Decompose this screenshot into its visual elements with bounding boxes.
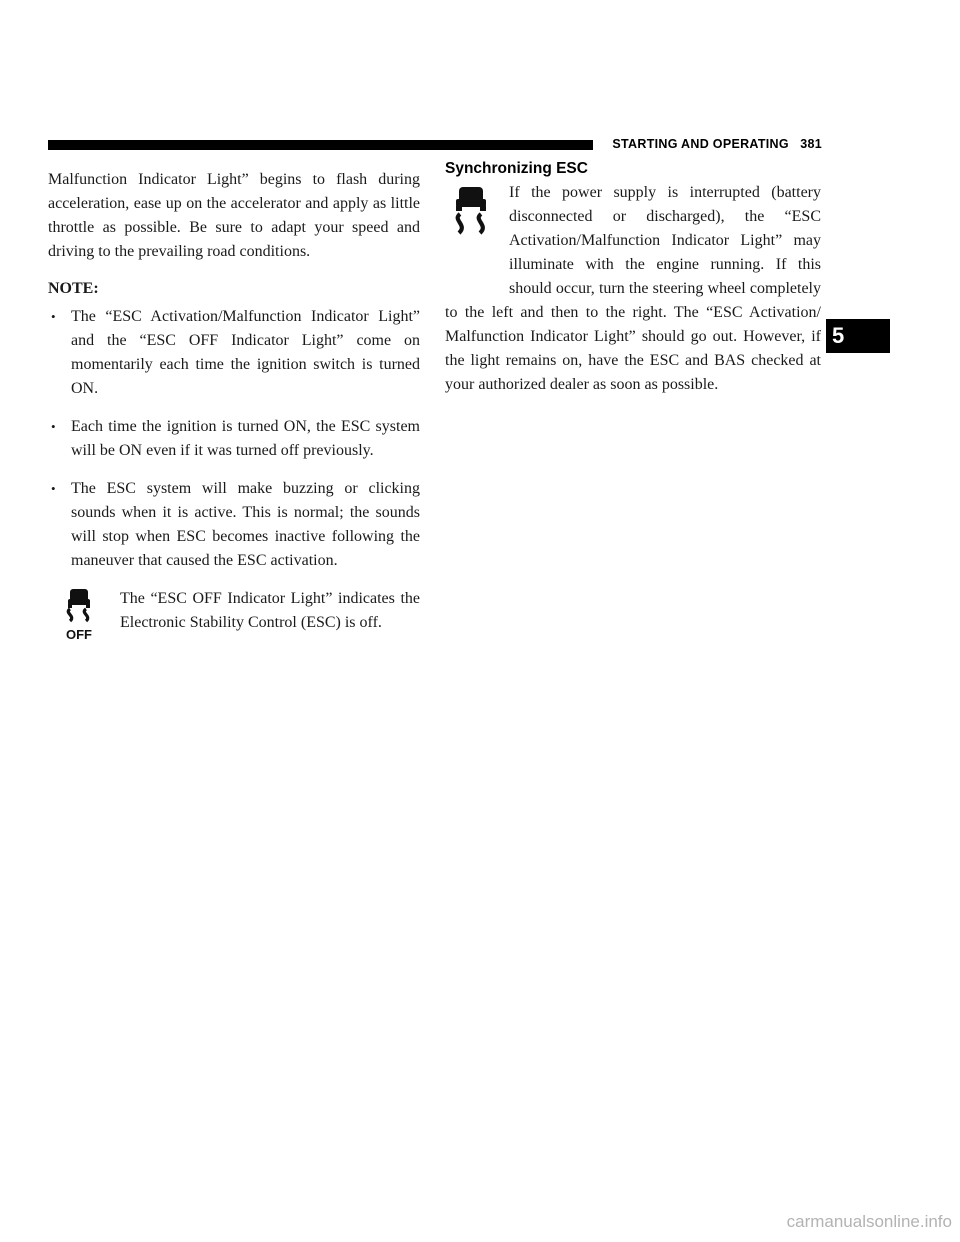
bullet-text: The “ESC Activation/Malfunction Indicator Light” and the “ESC OFF Indicator Light” come on momentarily each time the ignition switch is turned ON. — [71, 308, 420, 397]
bullet-glyph: • — [51, 419, 56, 434]
header-title: STARTING AND OPERATING — [612, 137, 789, 151]
running-header — [600, 137, 822, 151]
esc-off-icon-graphic — [48, 587, 108, 651]
esc-activation-icon — [445, 181, 509, 281]
bullet-glyph: • — [51, 481, 56, 496]
bullet-text: Each time the ignition is turned ON, the ESC system will be ON even if it was turned off previously. — [71, 418, 420, 459]
header-rule — [48, 140, 593, 150]
list-item — [48, 305, 420, 401]
esc-off-icon — [48, 587, 120, 651]
section-heading: Synchronizing ESC — [445, 160, 588, 177]
chapter-tab: 5 — [826, 319, 890, 353]
esc-off-section — [48, 587, 420, 642]
note-label: NOTE: — [48, 280, 99, 297]
right-column — [445, 158, 821, 397]
bullet-text: The ESC system will make buzzing or clicking sounds when it is active. This is normal; the sounds will stop when ESC becomes inactive following the maneuver that caused the ESC activation. — [71, 480, 420, 569]
watermark-text: carmanualsonline.info — [786, 1212, 952, 1231]
page-number: 381 — [800, 137, 822, 151]
esc-activation-icon-graphic — [445, 181, 495, 245]
intro-paragraph: Malfunction Indicator Light” begins to flash during acceleration, ease up on the accelerator and apply as little throttle as possible. Be sure to adapt your speed and driving to the prevailing road conditions. — [48, 171, 420, 260]
left-column — [48, 168, 420, 651]
synchronizing-paragraph: If the power supply is interrupted (battery disconnected or discharged), the “ESC Activation/Malfunction Indicator Light” may illuminate with the engine running. If this should occur, turn the steering wheel completely to the left and then to the right. The “ESC Activation/ Malfunction Indicator Light” should go out. However, if the light remains on, have the ESC and BAS checked at your authorized dealer as soon as possible. — [445, 184, 821, 393]
bullet-glyph: • — [51, 309, 56, 324]
list-item — [48, 477, 420, 573]
note-list — [48, 305, 420, 573]
esc-off-paragraph: The “ESC OFF Indicator Light” indicates the Electronic Stability Control (ESC) is off. — [120, 590, 420, 631]
list-item — [48, 415, 420, 463]
esc-off-icon-label: OFF — [66, 627, 92, 642]
